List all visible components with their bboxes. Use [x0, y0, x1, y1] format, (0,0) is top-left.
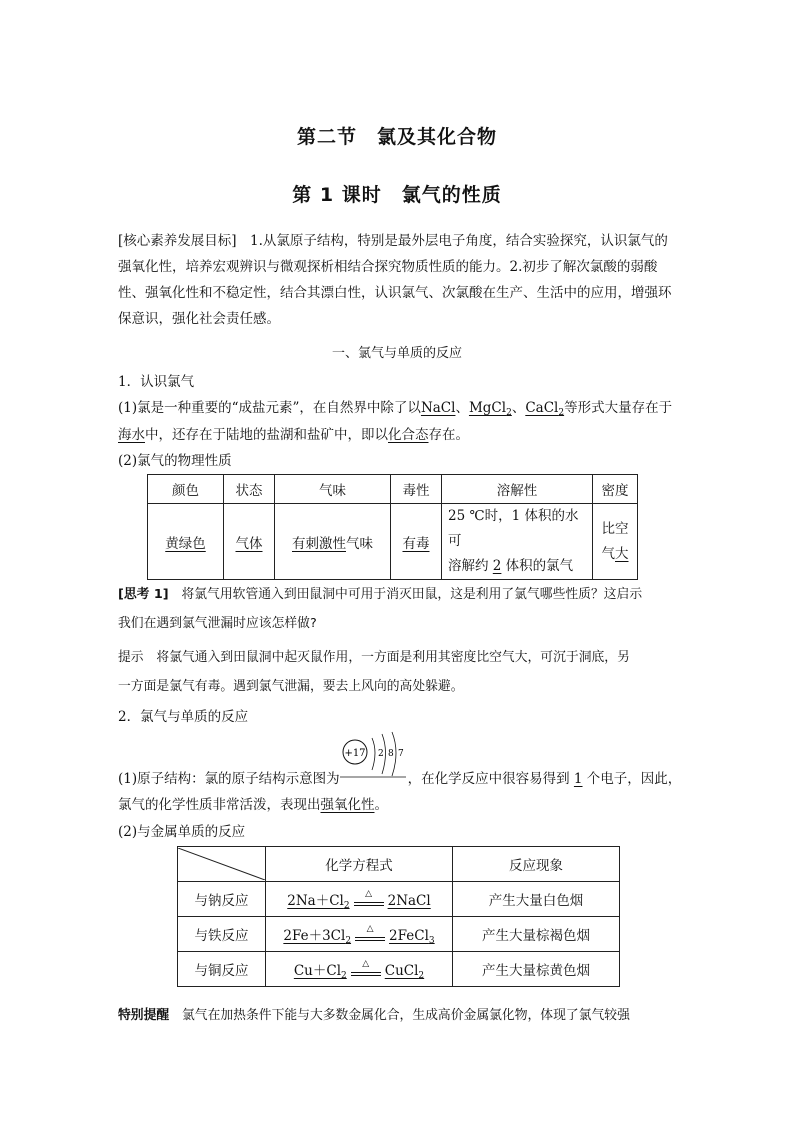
nucleus-charge: +17 [344, 748, 366, 759]
atom-structure-line1: (1)原子结构：氯的原子结构示意图为 ，在化学反应中很容易得到 1 个电子，因此， [118, 771, 682, 787]
hint-line1: 提示 将氯气通入到田鼠洞中起灭鼠作用，一方面是利用其密度比空气大，可沉于洞底，另 [118, 650, 630, 665]
solubility-blank: 2 [492, 558, 502, 574]
shell-count-1: 2 [378, 749, 384, 759]
toxic-blank: 有毒 [402, 535, 430, 552]
table-row: 与铜反应 $Cu+Cl_2$ △ CuCl$_2$ 产生大量棕黄色烟 [178, 952, 620, 987]
table-row: 与铁反应 $2Fe+3Cl_2$ △ 2FeCl$_3$ 产生大量棕褐色烟 [178, 917, 620, 952]
physical-properties-table [147, 474, 638, 580]
electron-count-blank: 1 [573, 771, 583, 787]
diagonal-corner-cell [178, 847, 266, 882]
core-goals-paragraph [118, 228, 680, 332]
color-blank: 黄绿色 [165, 535, 206, 552]
cacl2-blank: CaCl$_2$ [525, 400, 565, 418]
physical-properties-heading: (2)氯气的物理性质 [118, 453, 232, 469]
equation-copper: $Cu+Cl_2$ △ CuCl$_2$ [293, 959, 425, 981]
metal-reaction-heading: (2)与金属单质的反应 [118, 824, 246, 840]
combined-state-blank: 化合态 [388, 427, 429, 443]
heat-condition-sign: △ [351, 961, 381, 979]
smell-blank: 有刺激性 [292, 535, 346, 552]
table-header-row: 颜色 状态 气味 毒性 溶解性 密度 [148, 475, 638, 504]
core-goals-text: 1.从氯原子结构，特别是最外层电子角度，结合实验探究，认识氯气的强氧化性，培养宏观辨识与微观探析相结合探究物质性质的能力。2.初步了解次氯酸的弱酸性、强氧化性和不稳定性，结合其漂白性，认识氯气、次氯酸在生产、生活中的应用，增强环保意识，强化社会责任感。 [118, 233, 672, 327]
lesson-title: 第 1 课时 氯气的性质 [292, 184, 502, 206]
shell-count-2: 8 [388, 749, 394, 759]
oxidizing-blank: 强氧化性 [320, 797, 375, 813]
density-blank: 大 [615, 545, 629, 562]
electron-shell-1 [372, 738, 375, 770]
state-blank: 气体 [235, 535, 263, 552]
heat-condition-sign: △ [355, 926, 385, 944]
equation-sodium: $2Na+Cl_2$ △ 2NaCl [287, 889, 431, 911]
part-heading: 一、氯气与单质的反应 [331, 346, 462, 361]
heat-condition-sign: △ [354, 891, 384, 909]
atom-structure-line2: 氯气的化学性质非常活泼，表现出强氧化性。 [118, 797, 388, 813]
think-question-line2: 我们在遇到氯气泄漏时应该怎样做? [118, 616, 317, 631]
special-reminder: 特别提醒 氯气在加热条件下能与大多数金属化合，生成高价金属氯化物，体现了氯气较强 [118, 1008, 630, 1023]
section1-para1-line1: (1)氯是一种重要的“成盐元素”，在自然界中除了以NaCl、MgCl$_2$、CaCl$_2$等形式大量存在于 [118, 400, 673, 418]
reminder-label: 特别提醒 [118, 1008, 170, 1023]
section1-para1-line2: 海水中，还存在于陆地的盐湖和盐矿中，即以化合态存在。 [118, 427, 469, 443]
metal-reaction-table [177, 846, 620, 987]
table-row: 黄绿色 气体 有刺激性气味 有毒 25 ℃时，1 体积的水可 溶解约 2 体积的氯气 比空 气大 [148, 504, 638, 580]
think-label: [思考 1] [118, 587, 169, 602]
hint-label: 提示 [118, 650, 144, 665]
section1-heading: 1．认识氯气 [118, 374, 195, 390]
shell-count-3: 7 [398, 749, 404, 759]
core-goals-label: [核心素养发展目标] [118, 233, 237, 249]
equation-iron: $2Fe+3Cl_2$ △ 2FeCl$_3$ [283, 924, 435, 946]
hint-line2: 一方面是氯气有毒。遇到氯气泄漏，要去上风向的高处躲避。 [118, 679, 464, 694]
think-question-line1: [思考 1] 将氯气用软管通入到田鼠洞中可用于消灭田鼠，这是利用了氯气哪些性质？这启示 [118, 587, 643, 602]
table-header-row: 化学方程式 反应现象 [178, 847, 620, 882]
nacl-blank: NaCl [420, 400, 456, 416]
section2-heading: 2．氯气与单质的反应 [118, 709, 249, 725]
seawater-blank: 海水 [118, 427, 145, 443]
mgcl2-blank: MgCl$_2$ [468, 400, 512, 418]
section-title: 第二节 氯及其化合物 [296, 126, 497, 148]
table-row: 与钠反应 $2Na+Cl_2$ △ 2NaCl 产生大量白色烟 [178, 882, 620, 917]
diagonal-line [178, 848, 265, 880]
